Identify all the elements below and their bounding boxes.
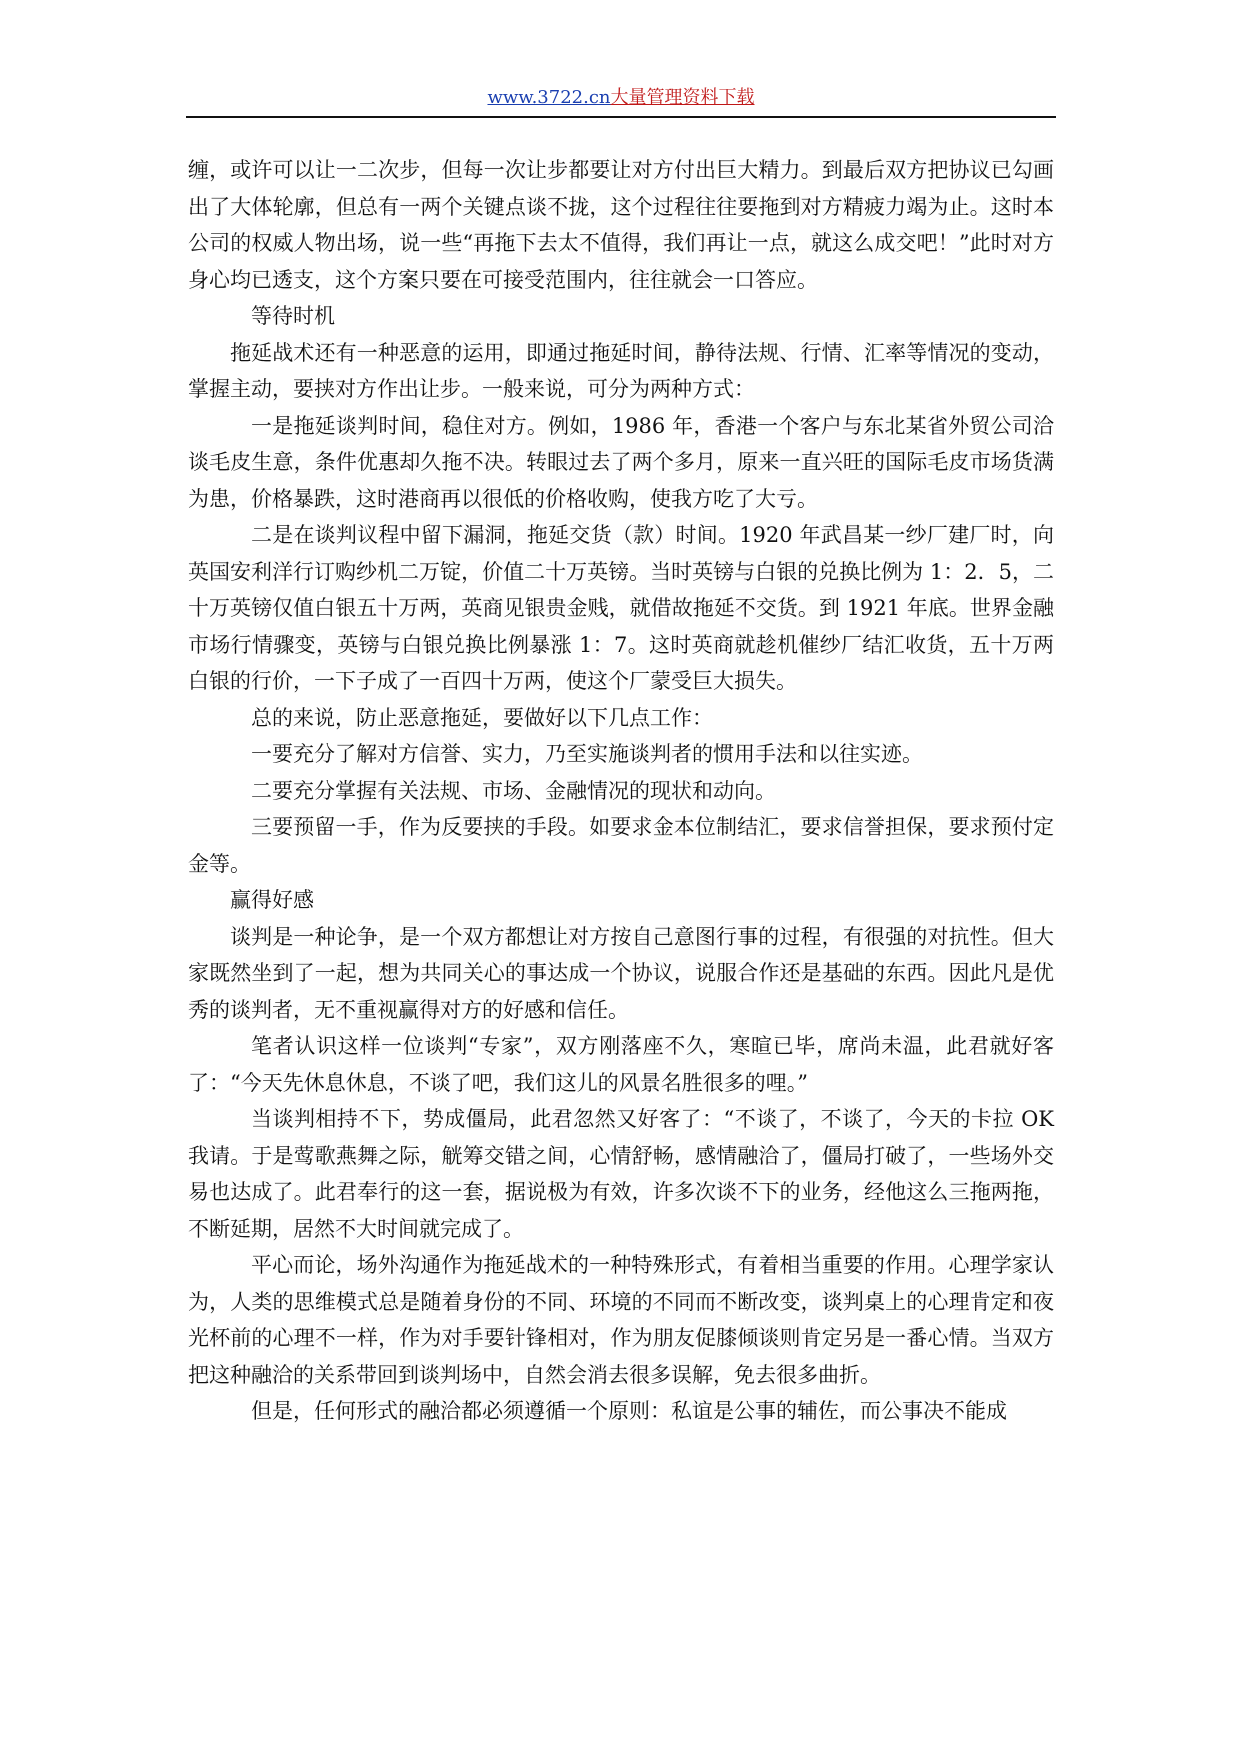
list-item: 一要充分了解对方信誉、实力，乃至实施谈判者的惯用手法和以往实迹。 xyxy=(251,742,923,766)
section-heading: 赢得好感 xyxy=(230,888,314,912)
section-heading: 等待时机 xyxy=(251,304,335,328)
list-item: 三要预留一手，作为反要挟的手段。如要求金本位制结汇，要求信誉担保，要求预付定金等。 xyxy=(188,815,1054,876)
page-header xyxy=(186,86,1056,110)
paragraph: 但是，任何形式的融洽都必须遵循一个原则：私谊是公事的辅佐，而公事决不能成 xyxy=(251,1399,1007,1423)
header-rule xyxy=(186,116,1056,118)
paragraph: 笔者认识这样一位谈判“专家”，双方刚落座不久，寒暄已毕，席尚未温，此君就好客了：“今天先休息休息，不谈了吧，我们这儿的风景名胜很多的哩。” xyxy=(188,1034,1054,1095)
paragraph: 当谈判相持不下，势成僵局，此君忽然又好客了：“不谈了，不谈了，今天的卡拉 OK 我请。于是莺歌燕舞之际，觥筹交错之间，心情舒畅，感情融洽了，僵局打破了，一些场外交易也达成了。此君奉行的这一套，据说极为有效，许多次谈不下的业务，经他这么三拖两拖，不断延期，居然不大时间就完成了。 xyxy=(188,1107,1054,1241)
paragraph: 缠，或许可以让一二次步，但每一次让步都要让对方付出巨大精力。到最后双方把协议已勾画出了大体轮廓，但总有一两个关键点谈不拢，这个过程往往要拖到对方精疲力竭为止。这时本公司的权威人物出场，说一些“再拖下去太不值得，我们再让一点，就这么成交吧！”此时对方身心均已透支，这个方案只要在可接受范围内，往往就会一口答应。 xyxy=(188,158,1054,292)
paragraph: 平心而论，场外沟通作为拖延战术的一种特殊形式，有着相当重要的作用。心理学家认为，人类的思维模式总是随着身份的不同、环境的不同而不断改变，谈判桌上的心理肯定和夜光杯前的心理不一样，作为对手要针锋相对，作为朋友促膝倾谈则肯定另是一番心情。当双方把这种融洽的关系带回到谈判场中，自然会消去很多误解，免去很多曲折。 xyxy=(188,1253,1054,1387)
paragraph: 二是在谈判议程中留下漏洞，拖延交货（款）时间。1920 年武昌某一纱厂建厂时，向英国安利洋行订购纱机二万锭，价值二十万英镑。当时英镑与白银的兑换比例为 1：2．5，二十万英镑仅值白银五十万两，英商见银贵金贱，就借故拖延不交货。到 1921 年底。世界金融市场行情骤变，英镑与白银兑换比例暴涨 1：7。这时英商就趁机催纱厂结汇收货，五十万两白银的行价，一下子成了一百四十万两，使这个厂蒙受巨大损失。 xyxy=(188,523,1054,693)
paragraph: 拖延战术还有一种恶意的运用，即通过拖延时间，静待法规、行情、汇率等情况的变动，掌握主动，要挟对方作出让步。一般来说，可分为两种方式： xyxy=(188,340,1054,401)
header-tagline-link[interactable]: 大量管理资料下载 xyxy=(610,87,755,108)
header-website-link[interactable]: www.3722.cn xyxy=(487,87,611,108)
list-item: 二要充分掌握有关法规、市场、金融情况的现状和动向。 xyxy=(251,778,776,803)
paragraph: 总的来说，防止恶意拖延，要做好以下几点工作： xyxy=(251,705,713,730)
paragraph: 谈判是一种论争，是一个双方都想让对方按自己意图行事的过程，有很强的对抗性。但大家既然坐到了一起，想为共同关心的事达成一个协议，说服合作还是基础的东西。因此凡是优秀的谈判者，无不重视赢得对方的好感和信任。 xyxy=(188,924,1054,1022)
document-body xyxy=(188,152,1054,1430)
paragraph: 一是拖延谈判时间，稳住对方。例如，1986 年，香港一个客户与东北某省外贸公司洽谈毛皮生意，条件优惠却久拖不决。转眼过去了两个多月，原来一直兴旺的国际毛皮市场货满为患，价格暴跌，这时港商再以很低的价格收购，使我方吃了大亏。 xyxy=(188,413,1054,511)
